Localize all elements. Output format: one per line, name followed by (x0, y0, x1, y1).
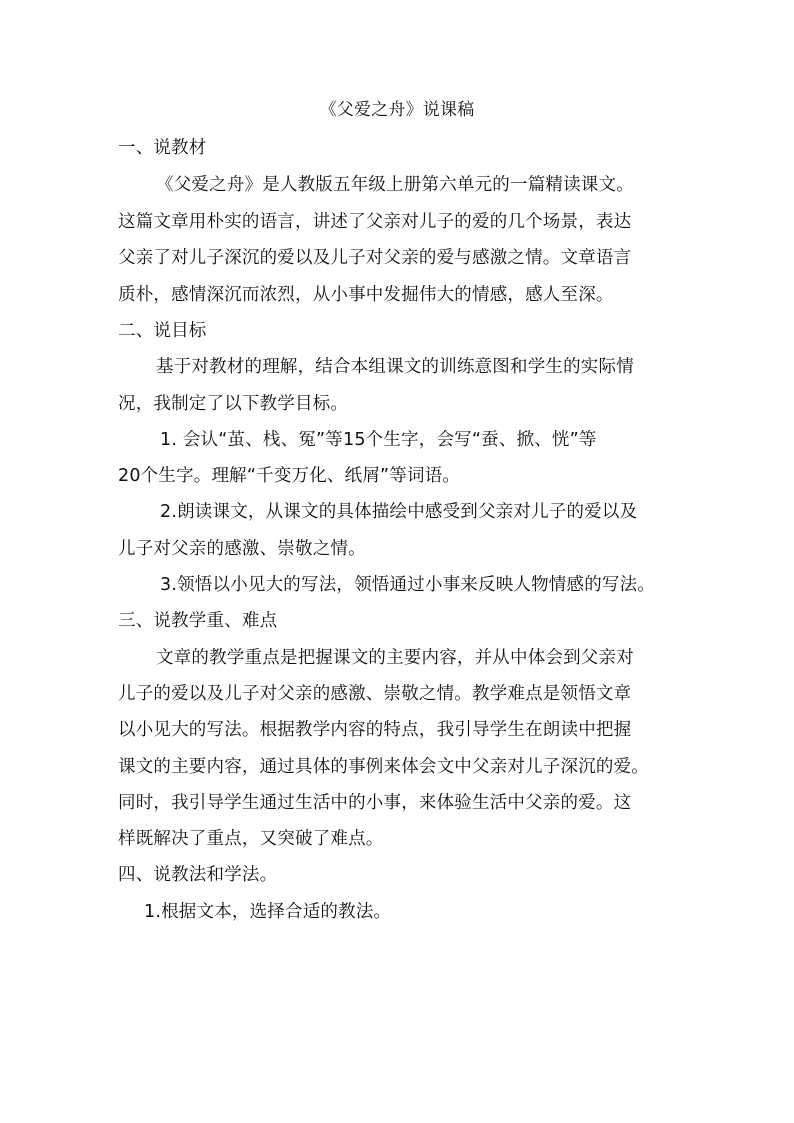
section-heading-key-points: 三、说教学重、难点 (118, 611, 278, 631)
paragraph-line: 同时，我引导学生通过生活中的小事，来体验生活中父亲的爱。这 (118, 793, 632, 813)
goal-item-3: 3.领悟以小见大的写法，领悟通过小事来反映人物情感的写法。 (160, 575, 655, 595)
document-title: 《父爱之舟》说课稿 (319, 100, 475, 120)
method-item-1: 1.根据文本，选择合适的教法。 (144, 902, 392, 922)
paragraph-line: 儿子的爱以及儿子对父亲的感激、崇敬之情。教学难点是领悟文章 (118, 684, 632, 704)
goal-item-1: 1. 会认“茧、栈、冤”等15个生字，会写“蚕、掀、恍”等 (160, 430, 597, 450)
paragraph-line: 基于对教材的理解，结合本组课文的训练意图和学生的实际情 (156, 357, 634, 377)
paragraph-line: 以小见大的写法。根据教学内容的特点，我引导学生在朗读中把握 (118, 720, 632, 740)
section-heading-goals: 二、说目标 (118, 321, 207, 341)
paragraph-line: 质朴，感情深沉而浓烈，从小事中发掘伟大的情感，感人至深。 (118, 285, 614, 305)
paragraph-line: 文章的教学重点是把握课文的主要内容，并从中体会到父亲对 (156, 648, 634, 668)
goal-item-2: 2.朗读课文，从课文的具体描绘中感受到父亲对儿子的爱以及 (160, 502, 638, 522)
section-heading-methods: 四、说教法和学法。 (118, 865, 278, 885)
paragraph-line: 这篇文章用朴实的语言，讲述了父亲对儿子的爱的几个场景，表达 (118, 212, 632, 232)
paragraph-line: 样既解决了重点，又突破了难点。 (118, 829, 384, 849)
paragraph-line: 父亲了对儿子深沉的爱以及儿子对父亲的爱与感激之情。文章语言 (118, 248, 632, 268)
paragraph-line: 儿子对父亲的感激、崇敬之情。 (118, 539, 366, 559)
paragraph-line: 况，我制定了以下教学目标。 (118, 394, 349, 414)
paragraph-line: 20个生字。理解“千变万化、纸屑”等词语。 (118, 466, 461, 486)
paragraph-line: 课文的主要内容，通过具体的事例来体会文中父亲对儿子深沉的爱。 (118, 757, 649, 777)
paragraph-line: 《父爱之舟》是人教版五年级上册第六单元的一篇精读课文。 (156, 175, 634, 195)
section-heading-textbook: 一、说教材 (118, 138, 207, 158)
